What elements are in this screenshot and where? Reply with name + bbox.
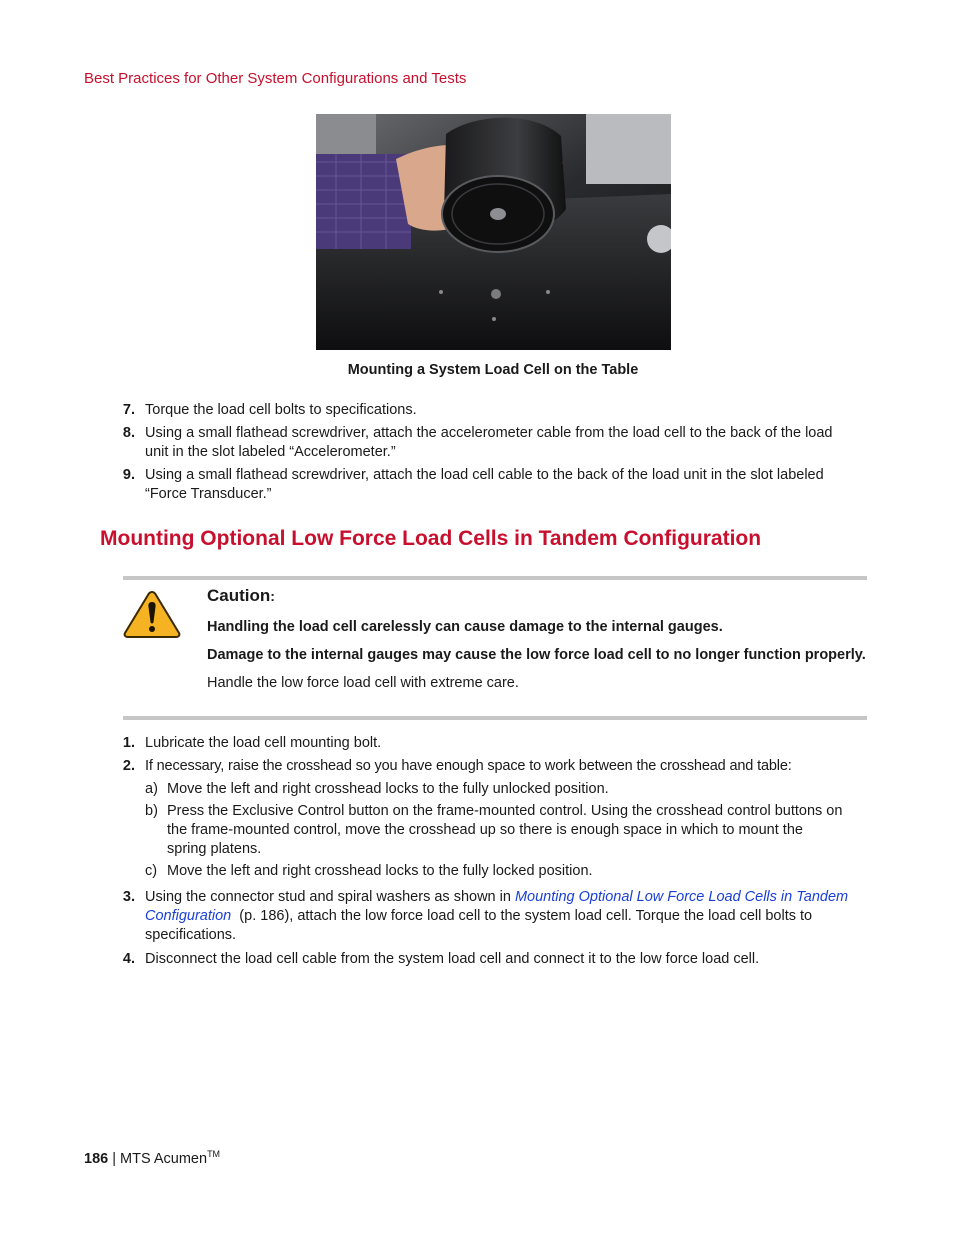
substep-text: Press the Exclusive Control button on the frame-mounted control. Using the crosshead control buttons on the frame-mounted control, move the crosshead up so there is enough space in which to mount the spring platens. (167, 803, 843, 857)
warning-triangle-icon (123, 589, 181, 639)
substep-label: a) (145, 781, 158, 797)
list-item (0, 950, 850, 969)
caution-line-2: Damage to the internal gauges may cause the low force load cell to no longer function properly. (207, 647, 866, 663)
list-item (0, 401, 850, 420)
caution-title-text: Caution (207, 586, 271, 605)
caution-title (207, 586, 275, 606)
figure-caption: Mounting a System Load Cell on the Table (347, 362, 639, 378)
substeps-list (145, 780, 845, 881)
list-item (0, 734, 850, 753)
caution-title-colon: : (270, 588, 275, 604)
section-heading: Mounting Optional Low Force Load Cells in Tandem Configuration (100, 527, 762, 550)
steps-list-b2 (0, 888, 850, 969)
cross-reference-link[interactable]: Mounting Optional Low Force Load Cells in Tandem Configuration (145, 889, 849, 924)
step-text: Using a small flathead screwdriver, attach the accelerometer cable from the load cell to the back of the load unit in the slot labeled “Accelerometer.” (145, 425, 833, 460)
caution-bottom-rule (123, 716, 867, 720)
step-number: 3. (122, 889, 135, 905)
list-item (145, 802, 845, 859)
caution-line-1: Handling the load cell carelessly can cause damage to the internal gauges. (207, 619, 723, 635)
page-footer (84, 1149, 220, 1167)
caution-line-3: Handle the low force load cell with extreme care. (207, 675, 519, 691)
load-cell-photo (316, 114, 671, 350)
list-item (0, 888, 850, 945)
list-item (145, 862, 845, 881)
step-text-before: Using the connector stud and spiral washers as shown in (145, 889, 515, 905)
footer-separator: | (108, 1150, 121, 1167)
step-text: Lubricate the load cell mounting bolt. (145, 735, 382, 751)
step-number: 2. (122, 758, 135, 774)
step-text: Disconnect the load cell cable from the system load cell and connect it to the low force load cell. (145, 951, 760, 967)
substep-label: b) (145, 803, 158, 819)
list-item (145, 780, 845, 799)
step-number: 9. (122, 467, 135, 483)
running-header: Best Practices for Other System Configurations and Tests (84, 70, 467, 87)
page-number: 186 (84, 1150, 109, 1167)
substep-label: c) (145, 863, 158, 879)
step-text: Torque the load cell bolts to specifications. (145, 402, 417, 418)
steps-list-b1 (0, 734, 850, 776)
list-item (0, 757, 850, 776)
product-name: MTS Acumen (120, 1150, 208, 1167)
step-text: Using a small flathead screwdriver, attach the load cell cable to the back of the load unit in the slot labeled “Force Transducer.” (145, 467, 824, 502)
step-text-after: (p. 186), attach the low force load cell to the system load cell. Torque the load cell bolts to specifications. (145, 908, 817, 943)
list-item (0, 466, 850, 504)
step-text (145, 888, 850, 945)
steps-list-a (0, 401, 850, 504)
step-number: 4. (122, 951, 135, 967)
step-number: 1. (122, 735, 135, 751)
substep-text: Move the left and right crosshead locks to the fully unlocked position. (167, 781, 609, 797)
substep-text: Move the left and right crosshead locks to the fully locked position. (167, 863, 593, 879)
trademark-mark: TM (207, 1149, 221, 1159)
step-number: 7. (122, 402, 135, 418)
step-text: If necessary, raise the crosshead so you have enough space to work between the crosshead and table: (145, 758, 792, 774)
step-number: 8. (122, 425, 135, 441)
caution-top-rule (123, 576, 867, 580)
list-item (0, 424, 850, 462)
